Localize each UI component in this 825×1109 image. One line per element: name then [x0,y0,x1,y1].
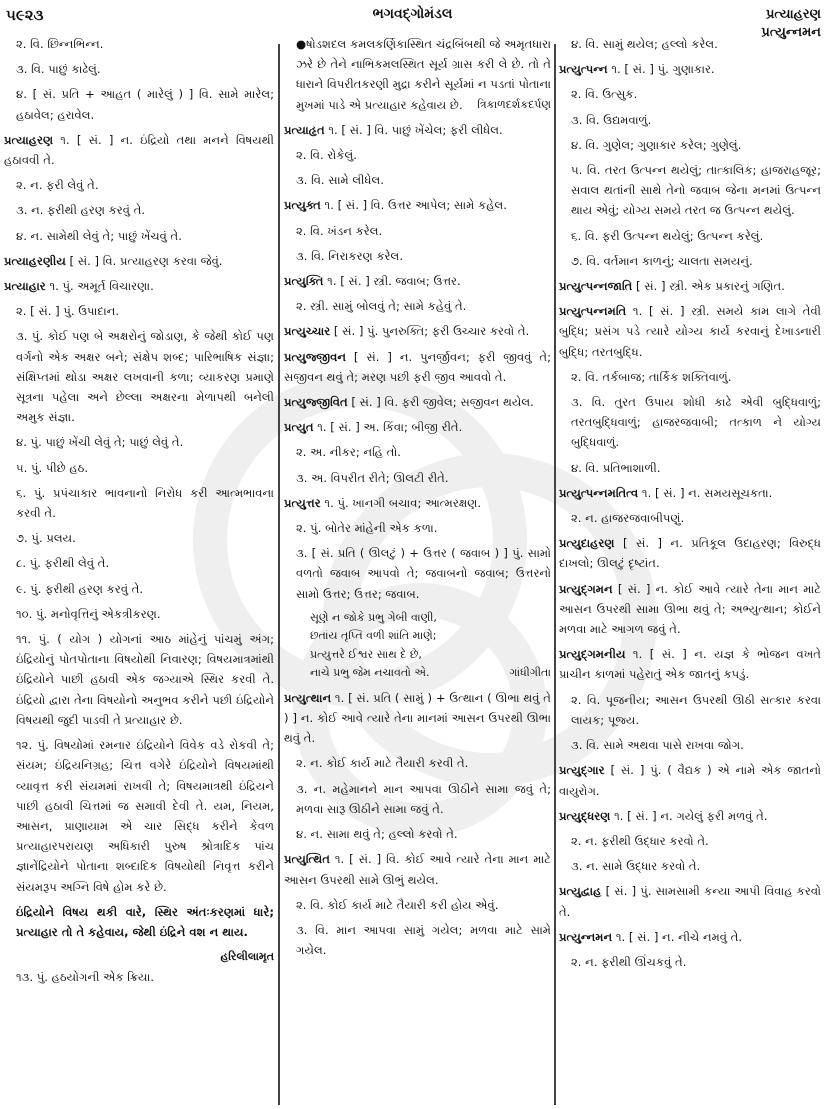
headword: પ્રત્યાહાર [4,279,46,294]
sense-item: ૩. વિ. સામે અથવા પાસે રાખવા જોગ. [571,738,744,753]
verse-line: પ્રત્યુત્તરે ઈશ્વર સાથ દે છે, [310,647,422,661]
dictionary-entry [559,533,821,573]
sense-item: ૨. વિ. છિન્નભિન્ન. [16,37,104,51]
definition-text: ૧. [ સં. ] ન. ગયેલું ફરી મળવું તે. [610,808,768,823]
headword: પ્રત્યાહરણ [4,132,54,147]
headword: પ્રત્યુત [284,420,314,435]
guide-word-last: પ્રત્યુન્નમન [761,25,821,40]
sense-item: ૨. વિ. પૂજનીય; આસન ઉપરથી ઊઠી સત્કાર કરવા લાયક; પૂજ્ય. [571,692,821,727]
dictionary-entry [284,417,551,437]
sense-item: ૨. ન. ફરી લેવું તે. [16,178,99,193]
dictionary-entry [559,760,821,800]
column-right [559,34,821,1109]
dictionary-columns [0,34,825,1109]
dictionary-entry [284,120,551,140]
headword: પ્રત્યુત્પન્નમતિ [559,304,627,319]
continued-quotation [284,34,551,115]
headword: પ્રત્યુત્પન્નમતિત્વ [559,485,639,500]
headword: પ્રત્યુદ્ધરણ [559,808,611,823]
headword: પ્રત્યુદ્વાહ [559,884,602,899]
headword: પ્રત્યુદ્ગમનીય [559,647,626,662]
sense-item: ૨. ન. ફરીથી ઊંચકવું તે. [571,954,687,969]
definition-text: [ સં. ] પું. સામસામી કન્યા આપી વિવાહ કરવો તે. [559,884,821,919]
verse-line: સૂણે ન જોકે પ્રભુ ગેબી વાણી, [310,610,437,624]
dictionary-entry [284,493,551,513]
sense-item: ૪. ન. સામેથી લેવું તે; પાછું ખેંચવું તે. [16,228,182,243]
headword: પ્રત્યુદાહરણ [559,536,615,551]
guide-word-first: પ્રત્યાહરણ [765,7,821,22]
headword: પ્રત્યુજ્જીવન [284,349,346,364]
sense-item: ૮. પું. ફરીથી લેવું તે. [16,556,110,571]
dictionary-entry [559,579,821,640]
dictionary-entry [4,276,274,296]
sense-item: ૩. પું. કોઈ પણ બે અક્ષરોનું જોડાણ, કે જેથી કોઈ પણ વર્ગનો એક અક્ષર બને; સંક્ષેપ શબ્દ; પારિભાષિક સંજ્ઞા; સંક્ષિપ્તમાં થોડા અક્ષર લખવાની કળા; વ્યાકરણ પ્રમાણે સૂત્રના પહેલા અને છેલ્લા અક્ષરના મેળાપથી બનેલી અમુક સંજ્ઞા. [16,329,274,425]
verse-line-text: નાચે પ્રભુ જેમ નચાવતો એ. [310,666,430,680]
definition-text: ૧. [ સં. ] ન. સમયસૂચકતા. [638,485,773,500]
dictionary-entry [559,483,821,503]
dictionary-entry [284,392,551,412]
sense-item: ૪. વિ. સામું થયેલ; હલ્લો કરેલ. [571,37,718,51]
sense-item: ૩. વિ. સામે લીધેલ. [296,173,384,188]
headword: પ્રત્યુક્ત [284,198,321,213]
definition-text: [ સં. ] પું. પુનરુક્તિ; ફરી ઉચ્ચાર કરવો તે. [330,324,530,339]
definition-text: ૧. [ સં. ] ન. ઇંદ્રિયો તથા મનને વિષયથી હઠાવવી તે. [4,132,274,168]
headword: પ્રત્યુક્તિ [284,274,324,289]
sense-item: ૨. વિ. રોકેલું. [296,148,357,163]
definition-text: ૧. [ સં. ] અ. કિંવા; બીજી રીતે. [313,420,463,435]
sense-item: ૭. વિ. વર્તમાન કાળનું; ચાલતા સમયનું. [571,253,753,268]
headword: પ્રત્યુદ્ગમન [559,581,613,596]
definition-text: [ સં. ] વિ. ફરી જીવેલ; સજીવન થયેલ. [347,395,534,410]
dictionary-entry [284,347,551,387]
sense-item: ૪. ન. સામા થવું તે; હલ્લો કરવો તે. [296,827,458,842]
sense-item: ૩. વિ. તુરત ઉપાય શોધી કાઢે એવી બુદ્ધિવાળું; તરતબુદ્ધિવાળું; હાજરજવાબી; તત્કાળ ને યોગ્ય બુદ્ધિવાળું. [571,395,821,450]
dictionary-entry [559,276,821,296]
headword: પ્રત્યુન્નમન [559,929,613,944]
headword: પ્રત્યુત્તર [284,495,321,510]
definition-text: ૧. [ સં. ] વિ. ઉત્તર આપેલ; સામે કહેલ. [320,198,507,213]
definition-text: ૧. [ સં. ] વિ. પાછું ખેંચેલ; ફરી લીધેલ. [324,122,503,137]
definition-text: [ સં. ] ન. કોઈ આવે ત્યારે તેના માન માટે આસન ઉપરથી સામા ઊભા થવું તે; અભ્યુત્થાન; કોઈને મળવા માટે આગળ જવું તે. [559,581,821,637]
sense-item: ૪. વિ. પ્રતિભાશાળી. [571,460,661,475]
dictionary-entry [4,251,274,271]
guide-words [761,6,821,42]
dictionary-entry [284,849,551,889]
verse-line: છતાંય તૃપ્તિ વળી શાંતિ માણે; [310,629,437,643]
sense-item: ૯. પું. ફરીથી હરણ કરવું તે. [16,581,144,596]
definition-text: ૧. [ સં. ] ન. યજ્ઞ કે ભોજન વખતે પ્રાચીન કાળમાં પહેરાતું એક જાતનું કપડું. [559,647,821,682]
verse-quotation: ઇંદ્રિયોને વિષય થકી વારે, સ્થિર અંતઃકરણમાં ધારે; પ્રત્યાહાર તો તે કહેવાય, જેથી ઇંદ્રિને વશ ન થાય. [16,904,274,939]
page-header [0,0,825,40]
quotation-source: હરિલીલામૃત [220,950,274,964]
definition-text: [ સં. ] સ્ત્રી. એક પ્રકારનું ગણિત. [632,279,785,294]
headword: પ્રત્યાહરણીય [4,253,66,268]
sense-item: ૩. ન. ફરીથી હરણ કરવું તે. [16,203,146,218]
definition-text: [ સં. ] ન. પુનર્જીવન; ફરી જીવવું તે; સજીવન થવું તે; મરણ પછી ફરી જીવ આવવો તે. [284,349,551,384]
definition-text: ૧. [ સં. પ્રતિ ( સામું ) + ઉત્થાન ( ઊભા થવું તે ) ] ન. કોઈ આવે ત્યારે તેના માનમાં આસન ઉપરથી ઊભા થવું તે. [284,690,551,746]
sense-item: ૧૩. પું. હઠયોગની એક ક્રિયા. [16,970,155,985]
headword: પ્રત્યુત્થાન [284,690,332,705]
sense-item: ૩. અ. વિપરીત રીતે; ઊલટી રીતે. [296,470,449,485]
sense-item: ૨. વિ. ખંડન કરેલ. [296,223,383,238]
definition-text: [ સં. ] વિ. પ્રત્યાહરણ કરવા જેવું. [65,253,223,268]
sense-item: ૭. પું. પ્રલય. [16,531,76,546]
sense-item: ૨. વિ. ઉત્સુક. [571,87,638,102]
headword: પ્રત્યુદ્ગાર [559,763,605,778]
dictionary-entry [4,130,274,170]
sense-item: ૩. વિ. પાછું કાઢેલું. [16,62,101,77]
column-divider [554,44,556,1105]
column-middle [284,34,551,1109]
definition-text: ૧. પું. અમૂર્ત વિચારણા. [45,279,154,294]
dictionary-entry [559,644,821,684]
sense-item: ૩. વિ. નિરાકરણ કરેલ. [296,248,404,263]
dictionary-entry [559,927,821,947]
sense-item: ૨. ન. હાજરજવાબીપણું. [571,511,685,526]
sense-item: ૨. વિ. તર્કબાજ; તાર્કિક શક્તિવાળું. [571,369,732,384]
column-left [4,34,274,1109]
sense-item: ૪. [ સં. પ્રતિ + આહત ( મારેલું ) ] વિ. સામે મારેલ; હઠાવેલ; હરાવેલ. [16,87,274,122]
sense-item: ૧૨. પું. વિષયોમાં રમનાર ઇંદ્રિયોને વિવેક વડે રોકવી તે; સંયમ; ઇંદ્રિયનિગ્રહ; ચિત્ત વગેરે ઇંદ્રિયોને વિષયમાંથી વ્યાવૃત્ત કરી સંયમમાં રાખવી તે; વિષયમાત્રથી ઇંદ્રિયને પાછી હઠાવી ચિત્તમાં જ સમાવી દેવી તે. યમ, નિયમ, આસન, પ્રાણાયામ એ ચાર સિદ્ધ કરીને કેવળ પ્રત્યાહારપરાયણ અધિકારી પુરુષ શ્રોત્રાદિક પાંચ જ્ઞાનેંદ્રિયોને પોતાના શબ્દાદિક વિષયોથી નિવૃત્ત કરીને સંયમરૂપ અગ્નિ વિષે હોમ કરે છે. [16,738,274,894]
sense-item: ૫. વિ. તરત ઉત્પન્ન થયેલું; તાત્કાલિક; હાજરાહજૂર; સવાલ થતાંની સાથે તેનો જવાબ જેના મનમાં ઉત્પન્ન થાય એવું; યોગ્ય સમયે તરત જ ઉત્પન્ન થયેલું. [571,163,821,218]
dictionary-entry [559,59,821,79]
definition-text: ૧. [ સં. ] ન. નીચે નમવું તે. [612,929,743,944]
sense-item: ૧૦. પું. મનોવૃત્તિનું એકત્રીકરણ. [16,606,161,621]
sense-item: ૩. વિ. ઉદ્યમવાળું. [571,112,652,127]
definition-text: ૧. પું. ખાનગી બચાવ; આત્મરક્ષણ. [320,495,482,510]
running-title: ભગવદ્ગોમંડલ [372,6,453,22]
sense-item: ૨. ન. કોઈ કાર્ય માટે તૈયારી કરવી તે. [296,756,469,771]
definition-text: ૧. [ સં. ] વિ. કોઈ આવે ત્યારે તેના માન માટે આસન ઉપરથી સામે ઊભું થયેલ. [284,852,551,887]
headword: પ્રત્યુચ્ચાર [284,324,331,339]
page-number: ૫૯૨૩ [6,6,44,24]
quotation-source: ત્રિકાળદર્શકદર્પણ [477,97,551,111]
dictionary-entry [559,806,821,826]
sense-item: ૩. ન. મહેમાનને માન આપવા ઊઠીને સામા જવું તે; મળવા સારૂ ઊઠીને સામા જવું તે. [296,781,551,816]
dictionary-entry [284,195,551,215]
sense-item: ૩. ન. સામે ઉદ્ધાર કરવો તે. [571,859,701,874]
dictionary-entry [284,688,551,749]
definition-text: ૧. [ સં. ] સ્ત્રી. સમયે કામ લાગે તેવી બુદ્ધિ; પ્રસંગ પડે ત્યારે યોગ્ય કાર્ય કરવાનું દેખાડનારી બુદ્ધિ; તરતબુદ્ધિ. [559,304,821,359]
verse-quotation [284,609,551,683]
quotation-text: ●ષોડશદલ કમલકર્ણિકાસ્થિત ચંદ્રબિંબથી જે અમૃતધારા ઝરે છે તેને નાભિકમલસ્થિત સૂર્ય ગ્રાસ કરી લે છે. તો તે ધારાને વિપરીતકરણી મુદ્રા કરીને સૂર્યમાં ન પડતાં પોતાના મુખમાં પાડે એ પ્રત્યાહાર કહેવાય છે. [296,37,551,112]
sense-item: ૨. અ. નીકર; નહિ તો. [296,445,401,460]
definition-text: ૧. [ સં. ] સ્ત્રી. જવાબ; ઉત્તર. [323,274,461,289]
headword: પ્રત્યુત્પન્નજાતિ [559,279,633,294]
sense-item: ૫. પું. પીછે હઠ. [16,460,89,475]
sense-item: ૪. પું. પાછું ખેંચી લેવું તે; પાછું લેવું તે. [16,435,184,450]
headword: પ્રત્યુત્પન્ન [559,62,608,77]
sense-item: ૪. વિ. ગુણેલ; ગુણાકાર કરેલ; ગુણેલું. [571,137,742,152]
sense-item: ૧૧. પું. ( યોગ ) યોગનાં આઠ માંહેનું પાંચમું અંગ; ઇંદ્રિયોનું પોતપોતાના વિષયોથી નિવારણ; વિષયમાત્રમાંથી ઇંદ્રિયોને પાછી હઠાવી એક જગ્યાએ સ્થિર કરવી તે. ઇંદ્રિયો દ્વારા તેના વિષયોનો અનુભવ કરીને પછી ઇંદ્રિયોને વિષયથી જુદી પાડવી તે પ્રત્યાહાર છે. [16,632,274,727]
definition-text: ૧. [ સં. ] પું. ગુણાકાર. [607,62,715,77]
column-divider [278,44,280,1105]
sense-item: ૨. સ્ત્રી. સામું બોલવું તે; સામે કહેવું તે. [296,299,467,314]
headword: પ્રત્યુત્થિત [284,852,330,867]
quotation-source: ગાંધીગીતા [509,666,551,680]
sense-item: ૨. પું. બોતેર માંહેની એક કળા. [296,521,438,536]
sense-item: ૩. [ સં. પ્રતિ ( ઊલટું ) + ઉત્તર ( જવાબ ) ] પું. સામો વળતો જવાબ આપવો તે; જવાબનો જવાબ; ઉત્તરનો સામો ઉત્તર; ઉત્તર; જવાબ. [296,546,551,601]
definition-text: [ સં. ] ન. પ્રતિકૂલ ઉદાહરણ; વિરુદ્ધ દાખલો; ઊલટું દૃષ્ટાંત. [559,536,821,571]
headword: પ્રત્યાહૃત [284,122,325,137]
sense-item: ૬. પું. પ્રપંચાકાર ભાવનાનો નિરોધ કરી આત્મભાવના કરવી તે. [16,485,274,521]
headword: પ્રત્યુજ્જીવિત [284,395,348,410]
sense-item: ૨. [ સં. ] પું. ઉપાદાન. [16,304,120,319]
sense-item: ૬. વિ. ફરી ઉત્પન્ન થયેલું; ઉત્પન્ન કરેલું. [571,228,764,243]
dictionary-entry [284,321,551,341]
dictionary-entry [284,271,551,291]
sense-item: ૨. વિ. કોઈ કાર્ય માટે તૈયારી કરી હોય એવું. [296,897,499,912]
dictionary-entry [559,881,821,921]
verse-line [284,664,551,683]
dictionary-entry [559,301,821,362]
sense-item: ૩. વિ. માન આપવા સામું ગયેલ; મળવા માટે સામે ગયેલ. [296,922,551,958]
definition-text: [ સં. ] પું. ( વૈદ્યક ) એ નામે એક જાતનો વાયુરોગ. [559,763,821,798]
sense-item: ૨. ન. ફરીથી ઉદ્ધાર કરવો તે. [571,833,709,848]
